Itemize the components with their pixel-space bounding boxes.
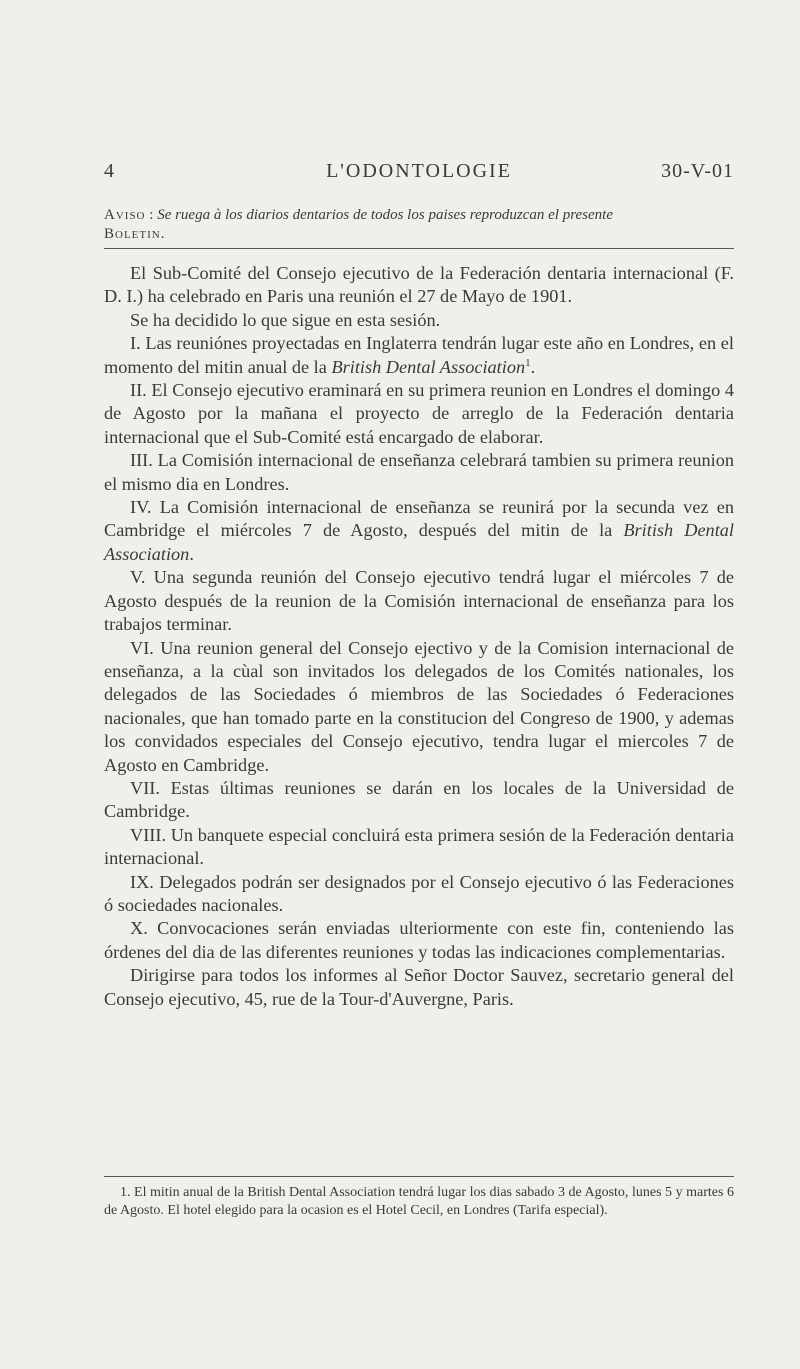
header-divider bbox=[104, 248, 734, 249]
notice-colon: : bbox=[145, 207, 158, 223]
notice-end-word: Boletin. bbox=[104, 226, 166, 242]
notice-label: Aviso bbox=[104, 207, 146, 223]
paragraph-item-3: III. La Comisión internacional de enseñanza celebrará tambien su primera reunion el mismo dia en Londres. bbox=[104, 450, 734, 494]
item-4-text: IV. La Comisión internacional de enseñanza se reunirá por la secunda vez en Cambridge el miércoles 7 de Agosto, después del mitin de la bbox=[104, 497, 734, 541]
item-4-association-name: British Dental Association bbox=[104, 520, 734, 564]
paragraph-item-7: VII. Estas últimas reuniones se darán en los locales de la Universidad de Cambridge. bbox=[104, 777, 734, 822]
footnote-ref: 1 bbox=[525, 356, 531, 369]
footnote-divider bbox=[104, 1176, 734, 1177]
paragraph-item-2: II. El Consejo ejecutivo eraminará en su primera reunion en Londres el domingo 4 de Agosto por la mañana el proyecto de arreglo de la Federación dentaria internacional que el Sub-Comité está encargado de elaborar. bbox=[104, 380, 734, 447]
paragraph-item-6: VI. Una reunion general del Consejo ejectivo y de la Comision internacional de enseñanza, a la cùal son invitados los delegados de los Comités nationales, los delegados de las Sociedades ó miembros de las Sociedades ó Federaciones nacionales, que han tomado parte en la constitucion del Congreso de 1900, y ademas los convidados especiales del Consejo ejecutivo, tendra lugar el miercoles 7 de Agosto en Cambridge. bbox=[104, 637, 734, 775]
paragraph-contact: Dirigirse para todos los informes al Señor Doctor Sauvez, secretario general del Consejo ejecutivo, 45, rue de la Tour-d'Auvergne, Paris. bbox=[104, 965, 734, 1009]
paragraph-item-1 bbox=[104, 332, 734, 379]
item-1-association-name: British Dental Association bbox=[331, 356, 526, 377]
article-body bbox=[104, 262, 734, 1011]
item-4-post: . bbox=[189, 543, 194, 564]
running-header bbox=[104, 160, 734, 190]
paragraph-item-4 bbox=[104, 496, 734, 566]
paragraph-item-10: X. Convocaciones serán enviadas ulteriormente con este fin, conteniendo las órdenes del dia de las diferentes reuniones y todas las indicaciones complementarias. bbox=[104, 918, 734, 962]
page-number: 4 bbox=[104, 160, 115, 182]
item-1-end: . bbox=[530, 356, 536, 377]
paragraph-item-8: VIII. Un banquete especial concluirá esta primera sesión de la Federación dentaria internacional. bbox=[104, 824, 734, 869]
notice-text: Se ruega à los diarios dentarios de todos los paises reproduzcan el presente bbox=[157, 207, 613, 223]
footnote bbox=[104, 1184, 734, 1220]
paragraph-item-9: IX. Delegados podrán ser designados por el Consejo ejecutivo ó las Federaciones ó sociedades nacionales. bbox=[104, 871, 734, 915]
journal-title: L'ODONTOLOGIE bbox=[326, 160, 512, 182]
notice-line bbox=[104, 206, 734, 244]
footnote-text: 1. El mitin anual de la British Dental Association tendrá lugar los dias sabado 3 de Agosto, lunes 5 y martes 6 de Agosto. El hotel elegido para la ocasion es el Hotel Cecil, en Londres (Tarifa especial). bbox=[104, 1185, 734, 1218]
paragraph-intro: El Sub-Comité del Consejo ejecutivo de la Federación dentaria internacional (F. D. I.) ha celebrado en Paris una reunión el 27 de Mayo de 1901. bbox=[104, 263, 734, 307]
paragraph-decided: Se ha decidido lo que sigue en esta sesión. bbox=[130, 309, 441, 330]
item-1-text: I. Las reuniónes proyectadas en Inglaterra tendrán lugar este año en Londres, en el momento del mitin anual de la bbox=[104, 333, 734, 377]
issue-date: 30-V-01 bbox=[661, 160, 734, 182]
paragraph-item-5: V. Una segunda reunión del Consejo ejecutivo tendrá lugar el miércoles 7 de Agosto después de la reunion de la Comisión internacional de enseñanza para los trabajos terminar. bbox=[104, 567, 734, 635]
